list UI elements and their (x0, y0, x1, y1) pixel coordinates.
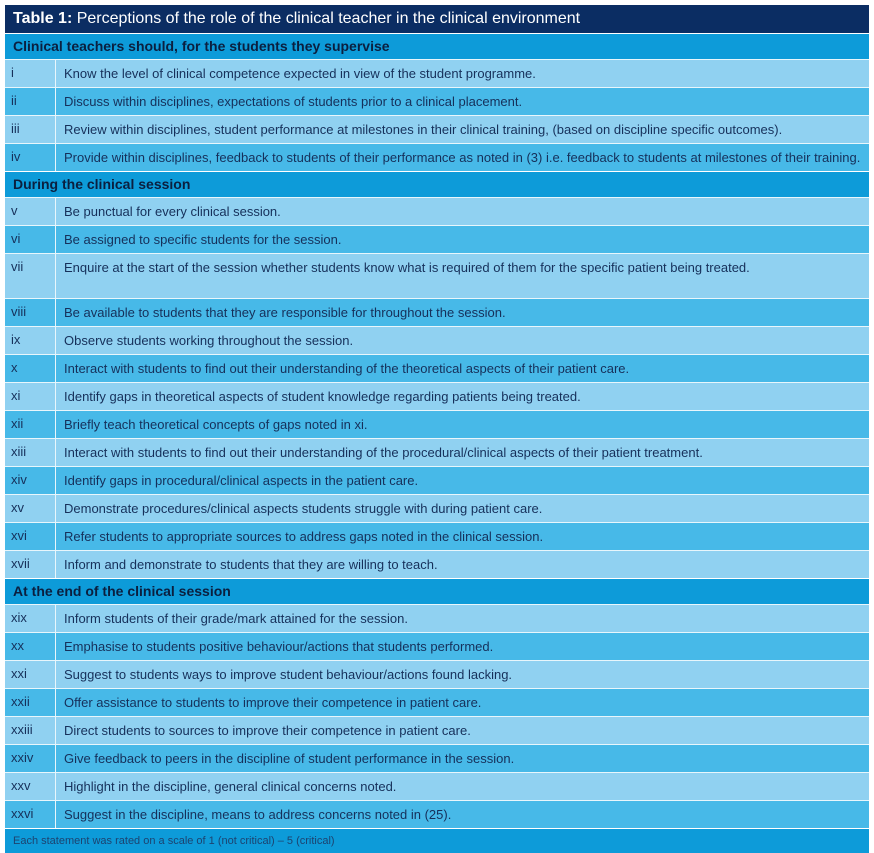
item-number: vii (5, 254, 56, 298)
table-row (5, 466, 869, 494)
table-row (5, 197, 869, 225)
table-row (5, 604, 869, 632)
table-row (5, 298, 869, 326)
table-row (5, 800, 869, 828)
item-number: ii (5, 88, 56, 115)
item-number: viii (5, 299, 56, 326)
table-row (5, 410, 869, 438)
item-number: xiii (5, 439, 56, 466)
item-statement: Suggest in the discipline, means to address concerns noted in (25). (64, 807, 452, 822)
table-row (5, 143, 869, 171)
item-number: xi (5, 383, 56, 410)
item-number: xxii (5, 689, 56, 716)
table-row (5, 225, 869, 253)
table-row (5, 716, 869, 744)
table-label: Table 1: (13, 10, 73, 27)
item-statement: Emphasise to students positive behaviour/actions that students performed. (64, 639, 494, 654)
table-row (5, 494, 869, 522)
item-number: iv (5, 144, 56, 171)
item-statement: Identify gaps in theoretical aspects of student knowledge regarding patients being treated. (64, 389, 581, 404)
table-row (5, 87, 869, 115)
item-number: xiv (5, 467, 56, 494)
item-number: xvi (5, 523, 56, 550)
table-row (5, 354, 869, 382)
item-statement: Be punctual for every clinical session. (64, 204, 281, 219)
item-number: xxiii (5, 717, 56, 744)
item-number: xix (5, 605, 56, 632)
table-row (5, 660, 869, 688)
item-statement: Offer assistance to students to improve their competence in patient care. (64, 695, 482, 710)
item-statement: Identify gaps in procedural/clinical aspects in the patient care. (64, 473, 419, 488)
table-row (5, 688, 869, 716)
perceptions-table (5, 5, 869, 853)
item-number: xxi (5, 661, 56, 688)
item-number: xxv (5, 773, 56, 800)
table-row (5, 382, 869, 410)
item-statement: Discuss within disciplines, expectations of students prior to a clinical placement. (64, 94, 523, 109)
item-number: xv (5, 495, 56, 522)
item-number: ix (5, 327, 56, 354)
item-statement: Inform and demonstrate to students that they are willing to teach. (64, 557, 438, 572)
section-heading: Clinical teachers should, for the students they supervise (5, 33, 869, 59)
section-heading: During the clinical session (5, 171, 869, 197)
table-row (5, 550, 869, 578)
table-row (5, 115, 869, 143)
item-statement: Observe students working throughout the session. (64, 333, 354, 348)
item-statement: Briefly teach theoretical concepts of gaps noted in xi. (64, 417, 368, 432)
table-row (5, 253, 869, 298)
item-number: xxiv (5, 745, 56, 772)
item-number: v (5, 198, 56, 225)
item-statement: Enquire at the start of the session whether students know what is required of them for the specific patient being treated. (64, 260, 750, 275)
item-statement: Interact with students to find out their understanding of the theoretical aspects of their patient care. (64, 361, 630, 376)
item-statement: Suggest to students ways to improve student behaviour/actions found lacking. (64, 667, 513, 682)
table-row (5, 744, 869, 772)
item-statement: Review within disciplines, student performance at milestones in their clinical training, (based on discipline specific outcomes). (64, 122, 783, 137)
item-statement: Refer students to appropriate sources to address gaps noted in the clinical session. (64, 529, 544, 544)
table-footnote: Each statement was rated on a scale of 1 (not critical) – 5 (critical) (5, 828, 869, 853)
item-statement: Know the level of clinical competence expected in view of the student programme. (64, 66, 536, 81)
item-statement: Provide within disciplines, feedback to students of their performance as noted in (3) i.e. feedback to students at milestones of their training. (64, 150, 861, 165)
table-row (5, 772, 869, 800)
item-number: xxvi (5, 801, 56, 828)
item-number: xvii (5, 551, 56, 578)
item-number: x (5, 355, 56, 382)
table-title (5, 5, 869, 33)
item-number: xii (5, 411, 56, 438)
table-body (5, 33, 869, 828)
table-row (5, 438, 869, 466)
table-row (5, 59, 869, 87)
item-statement: Interact with students to find out their understanding of the procedural/clinical aspects of their patient treatment. (64, 445, 703, 460)
item-statement: Give feedback to peers in the discipline of student performance in the session. (64, 751, 515, 766)
item-statement: Direct students to sources to improve their competence in patient care. (64, 723, 471, 738)
item-number: xx (5, 633, 56, 660)
item-statement: Be assigned to specific students for the session. (64, 232, 342, 247)
table-row (5, 522, 869, 550)
item-statement: Inform students of their grade/mark attained for the session. (64, 611, 408, 626)
item-statement: Highlight in the discipline, general clinical concerns noted. (64, 779, 397, 794)
item-number: i (5, 60, 56, 87)
item-number: vi (5, 226, 56, 253)
table-row (5, 326, 869, 354)
item-statement: Be available to students that they are responsible for throughout the session. (64, 305, 506, 320)
section-heading: At the end of the clinical session (5, 578, 869, 604)
item-statement: Demonstrate procedures/clinical aspects students struggle with during patient care. (64, 501, 543, 516)
table-row (5, 632, 869, 660)
item-number: iii (5, 116, 56, 143)
table-caption: Perceptions of the role of the clinical teacher in the clinical environment (72, 10, 581, 27)
